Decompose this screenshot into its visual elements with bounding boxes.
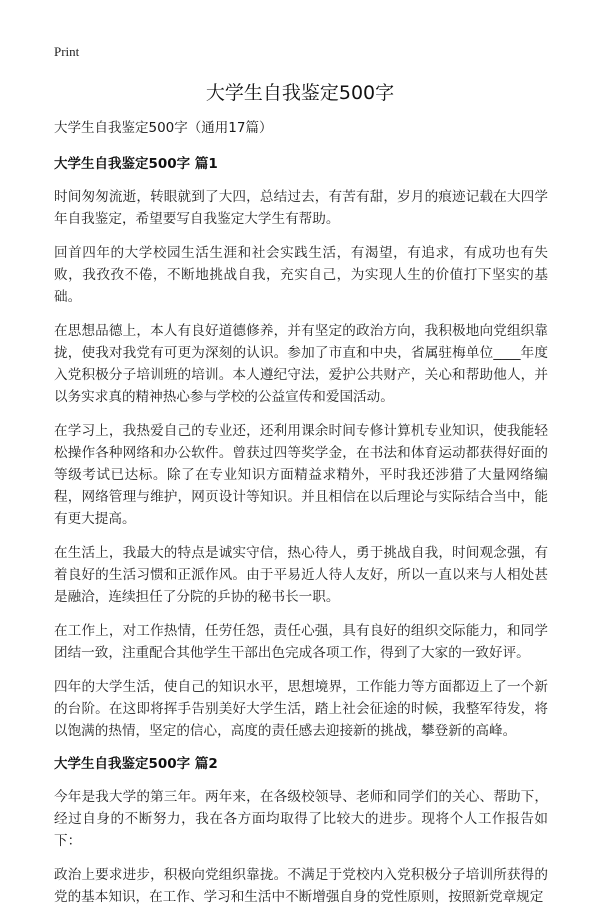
paragraph: 在工作上，对工作热情，任劳任怨，责任心强，具有良好的组织交际能力，和同学团结一致，注重配合其他学生干部出色完成各项工作，得到了大家的一致好评。: [54, 623, 548, 661]
paragraph: 在学习上，我热爱自己的专业还，还利用课余时间专修计算机专业知识，使我能轻松操作各种网络和办公软件。曾获过四等奖学金，在书法和体育运动都获得好面的等级考试已达标。除了在专业知识方面精益求精外，平时我还涉猎了大量网络编程，网络管理与维护，网页设计等知识。并且相信在以后理论与实际结合当中，能有更大提高。: [54, 423, 548, 527]
paragraph: 回首四年的大学校园生活生涯和社会实践生活，有渴望，有追求，有成功也有失败，我孜孜不倦，不断地挑战自我，充实自己，为实现人生的价值打下坚实的基础。: [54, 245, 548, 305]
document-subtitle: 大学生自我鉴定500字（通用17篇）: [54, 120, 273, 136]
document-body: [54, 118, 548, 920]
print-link[interactable]: Print: [54, 44, 80, 59]
paragraph: 今年是我大学的第三年。两年来，在各级校领导、老师和同学们的关心、帮助下，经过自身的不断努力，我在各方面均取得了比较大的进步。现将个人工作报告如下：: [54, 789, 548, 849]
paragraph: 在生活上，我最大的特点是诚实守信，热心待人，勇于挑战自我，时间观念强，有着良好的生活习惯和正派作风。由于平易近人待人友好，所以一直以来与人相处甚是融洽，连续担任了分院的乒协的秘书长一职。: [54, 545, 548, 605]
paragraph: 四年的大学生活，使自己的知识水平，思想境界，工作能力等方面都迈上了一个新的台阶。在这即将挥手告别美好大学生活，踏上社会征途的时候，我整军待发，将以饱满的热情，坚定的信心，高度的责任感去迎接新的挑战，攀登新的高峰。: [54, 679, 548, 739]
section-heading: 大学生自我鉴定500字 篇2: [54, 756, 218, 772]
page-title: 大学生自我鉴定500字: [205, 82, 395, 104]
section-heading: 大学生自我鉴定500字 篇1: [54, 156, 218, 172]
paragraph: 政治上要求进步，积极向党组织靠拢。不满足于党校内入党积极分子培训所获得的党的基本知识，在工作、学习和生活中不断增强自身的党性原则，按照新党章规定: [54, 867, 548, 905]
paragraph: 时间匆匆流逝，转眼就到了大四，总结过去，有苦有甜，岁月的痕迹记载在大四学年自我鉴定，希望要写自我鉴定大学生有帮助。: [54, 189, 548, 227]
paragraph: 在思想品德上，本人有良好道德修养，并有坚定的政治方向，我积极地向党组织靠拢，使我对我党有可更为深刻的认识。参加了市直和中央，省属驻梅单位____年度入党积极分子培训班的培训。本人遵纪守法，爱护公共财产，关心和帮助他人，并以务实求真的精神热心参与学校的公益宣传和爱国活动。: [54, 323, 548, 405]
